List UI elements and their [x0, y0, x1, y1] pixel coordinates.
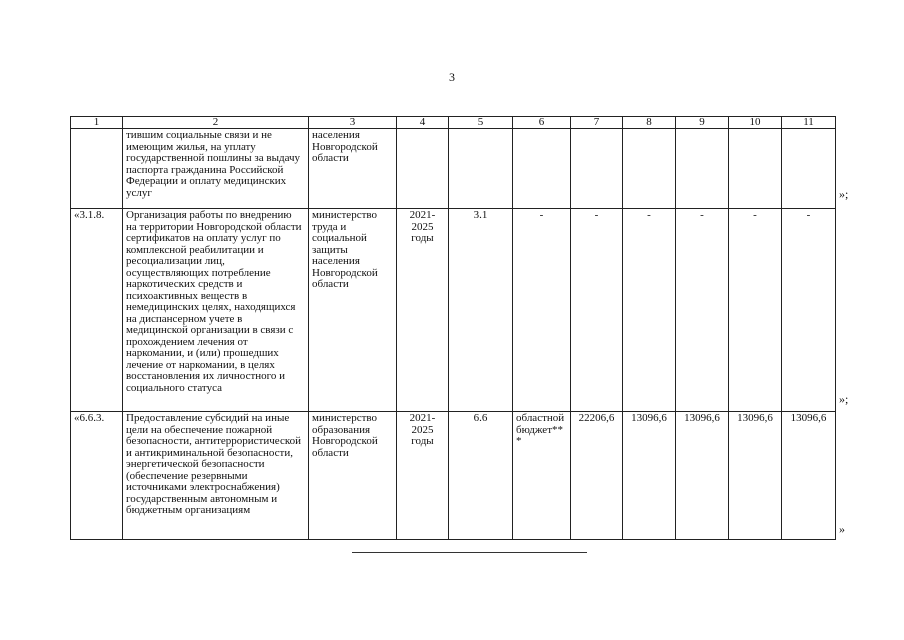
header-col-2: 2 — [123, 117, 309, 129]
row-amount-2023: - — [676, 209, 729, 412]
row-executor: министерство образования Новгородской области — [309, 412, 397, 540]
header-col-9: 9 — [676, 117, 729, 129]
table-header-row — [71, 117, 836, 129]
row-amount-2021 — [571, 129, 623, 209]
row-period: 2021-2025 годы — [397, 209, 449, 412]
closing-quote-mark: »; — [839, 187, 849, 201]
row-target-index — [449, 129, 513, 209]
row-amount-2022 — [623, 129, 676, 209]
row-funding-source — [513, 129, 571, 209]
row-period — [397, 129, 449, 209]
row-executor: министерство труда и социальной защиты населения Новгородской области — [309, 209, 397, 412]
row-measure-text: Организация работы по внедрению на территории Новгородской области сертификатов на оплату услуг по комплексной реабилитации и ресоциализации лиц, осуществляющих потребление наркотических средств и психоактивных веществ в немедицинских целях, находящихся на диспансерном учете в медицинской организации в связи с прохождением лечения от наркомании, и (или) прошедших лечение от наркомании, в целях восстановления их личностного и социального статуса — [123, 209, 309, 412]
header-col-3: 3 — [309, 117, 397, 129]
page-number: 3 — [449, 70, 455, 84]
closing-quote-mark: » — [839, 522, 845, 536]
row-amount-2023 — [676, 129, 729, 209]
row-amount-2021: 22206,6 — [571, 412, 623, 540]
row-executor: населения Новгородской области — [309, 129, 397, 209]
row-amount-2025 — [782, 129, 836, 209]
header-col-11: 11 — [782, 117, 836, 129]
row-target-index: 6.6 — [449, 412, 513, 540]
row-number: «3.1.8. — [71, 209, 123, 412]
table-row — [71, 412, 836, 540]
row-funding-source: - — [513, 209, 571, 412]
header-col-10: 10 — [729, 117, 782, 129]
header-col-7: 7 — [571, 117, 623, 129]
row-funding-source: областной бюджет*** — [513, 412, 571, 540]
row-amount-2022: - — [623, 209, 676, 412]
header-col-6: 6 — [513, 117, 571, 129]
row-amount-2025: 13096,6 — [782, 412, 836, 540]
footer-divider-line — [352, 552, 587, 553]
row-amount-2024 — [729, 129, 782, 209]
table-row — [71, 209, 836, 412]
row-amount-2022: 13096,6 — [623, 412, 676, 540]
header-col-8: 8 — [623, 117, 676, 129]
header-col-4: 4 — [397, 117, 449, 129]
row-number — [71, 129, 123, 209]
row-amount-2023: 13096,6 — [676, 412, 729, 540]
header-col-1: 1 — [71, 117, 123, 129]
row-measure-text: Предоставление субсидий на иные цели на обеспечение пожарной безопасности, антитеррористической и антикриминальной безопасности, энергетической безопасности (обеспечение резервными источниками электроснабжения) государственным автономным и бюджетным организациям — [123, 412, 309, 540]
row-target-index: 3.1 — [449, 209, 513, 412]
row-measure-text: тившим социальные связи и не имеющим жилья, на уплату государственной пошлины за выдачу паспорта гражданина Российской Федерации и оплату медицинских услуг — [123, 129, 309, 209]
row-number: «6.6.3. — [71, 412, 123, 540]
row-amount-2025: - — [782, 209, 836, 412]
closing-quote-mark: »; — [839, 392, 849, 406]
row-amount-2021: - — [571, 209, 623, 412]
row-amount-2024: - — [729, 209, 782, 412]
row-amount-2024: 13096,6 — [729, 412, 782, 540]
header-col-5: 5 — [449, 117, 513, 129]
table-row — [71, 129, 836, 209]
program-table — [70, 116, 836, 540]
row-period: 2021-2025 годы — [397, 412, 449, 540]
